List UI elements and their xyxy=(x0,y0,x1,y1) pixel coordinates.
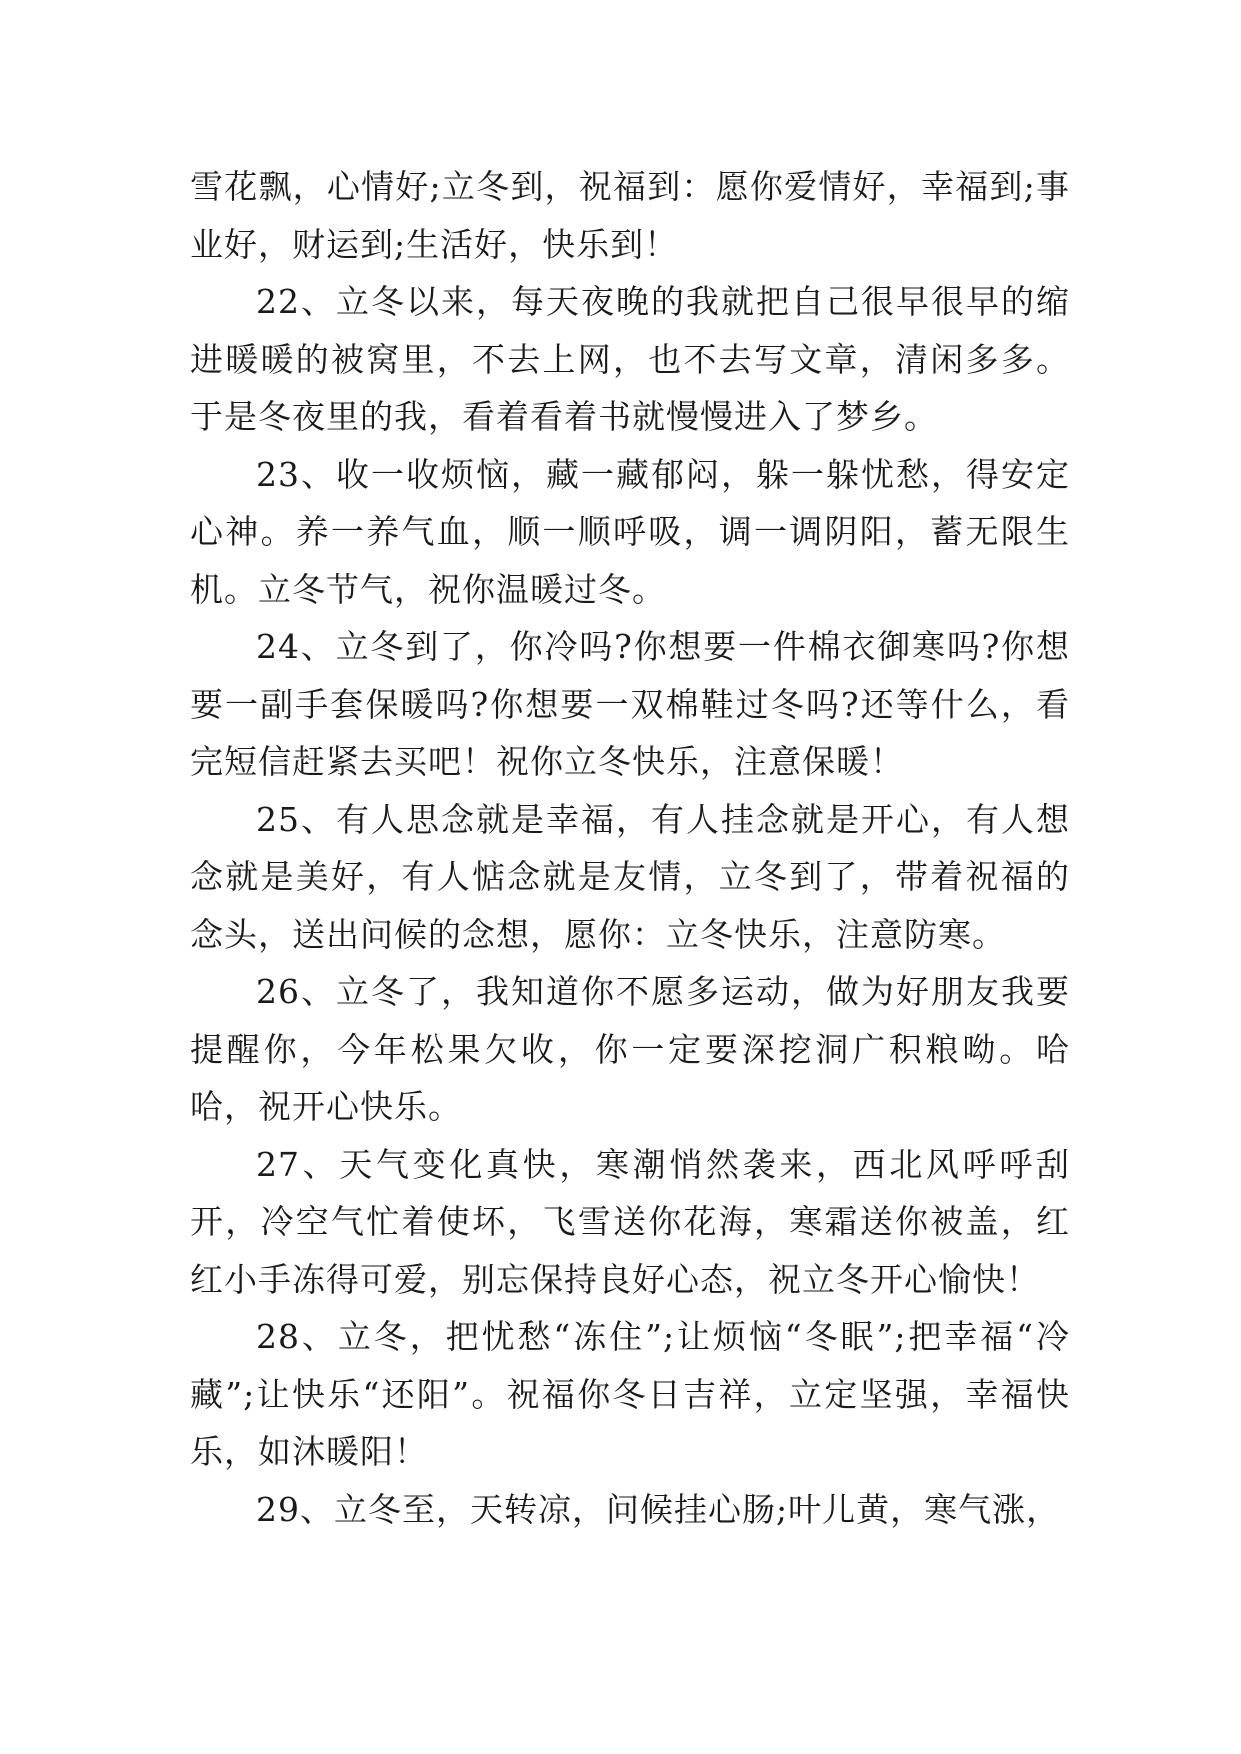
paragraph-continuation: 雪花飘，心情好;立冬到，祝福到：愿你爱情好，幸福到;事业好，财运到;生活好，快乐到！ xyxy=(190,167,1070,264)
paragraph-27: 27、天气变化真快，寒潮悄然袭来，西北风呼呼刮开，冷空气忙着使坏，飞雪送你花海，寒霜送你被盖，红红小手冻得可爱，别忘保持良好心态，祝立冬开心愉快！ xyxy=(190,1144,1070,1299)
paragraph-25: 25、有人思念就是幸福，有人挂念就是开心，有人想念就是美好，有人惦念就是友情，立冬到了，带着祝福的念头，送出问候的念想，愿你：立冬快乐，注意防寒。 xyxy=(190,799,1070,954)
paragraph-24: 24、立冬到了，你冷吗?你想要一件棉衣御寒吗?你想要一副手套保暖吗?你想要一双棉鞋过冬吗?还等什么，看完短信赶紧去买吧！祝你立冬快乐，注意保暖！ xyxy=(190,627,1070,781)
paragraph-28: 28、立冬，把忧愁“冻住”;让烦恼“冬眠”;把幸福“冷藏”;让快乐“还阳”。祝福你冬日吉祥，立定坚强，幸福快乐，如沐暖阳！ xyxy=(190,1317,1070,1471)
paragraph-22: 22、立冬以来，每天夜晚的我就把自己很早很早的缩进暖暖的被窝里，不去上网，也不去写文章，清闲多多。于是冬夜里的我，看着看着书就慢慢进入了梦乡。 xyxy=(190,282,1070,436)
paragraph-26: 26、立冬了，我知道你不愿多运动，做为好朋友我要提醒你，今年松果欠收，你一定要深挖洞广积粮呦。哈哈，祝开心快乐。 xyxy=(190,972,1070,1126)
paragraph-29: 29、立冬至，天转凉，问候挂心肠;叶儿黄，寒气涨， xyxy=(256,1489,1061,1529)
paragraph-23: 23、收一收烦恼，藏一藏郁闷，躲一躲忧愁，得安定心神。养一养气血，顺一顺呼吸，调一调阴阳，蓄无限生机。立冬节气，祝你温暖过冬。 xyxy=(190,454,1070,609)
body-text xyxy=(190,158,1070,1538)
